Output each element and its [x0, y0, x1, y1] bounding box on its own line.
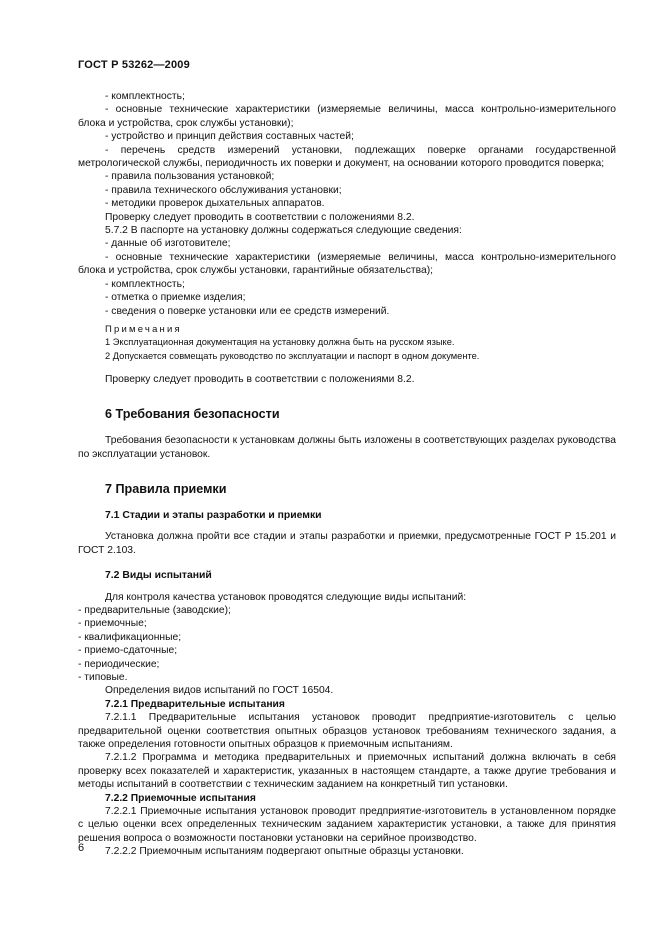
section-7-heading: 7 Правила приемки	[105, 481, 227, 496]
list-item: - основные технические характеристики (измеряемые величины, масса контрольно-измерительного блока и устройства, срок службы установки);	[78, 104, 616, 129]
list-item: - приемо-сдаточные;	[78, 645, 178, 657]
list-item: - периодические;	[78, 658, 160, 670]
page-content	[78, 90, 616, 859]
paragraph: 7.2.2.2 Приемочным испытаниям подвергают опытные образцы установки.	[105, 846, 464, 858]
list-item: - приемочные;	[78, 618, 147, 630]
list-item: - квалификационные;	[78, 631, 182, 643]
list-item: - правила технического обслуживания установки;	[105, 184, 342, 196]
list-item: - основные технические характеристики (измеряемые величины, масса контрольно-измерительного блока и устройства, срок службы установки, гарантийные обязательства);	[78, 251, 616, 277]
paragraph: 7.2.1.2 Программа и методика предварительных и приемочных испытаний должна включать в себя проверку всех показателей и характеристик, указанных в настоящем стандарте, а также другие требования и методы испытаний в соответствии с техническим заданием на конкретный тип установки.	[78, 752, 616, 791]
note-item: 1 Эксплуатационная документация на установку должна быть на русском языке.	[105, 337, 455, 348]
section-7-2-1-heading: 7.2.1 Предварительные испытания	[105, 698, 285, 710]
list-item: - комплектность;	[105, 278, 185, 290]
list-item: - данные об изготовителе;	[105, 238, 231, 250]
paragraph: 7.2.1.1 Предварительные испытания установок проводит предприятие-изготовитель с целью предварительной оценки соответствия опытных образцов установок требованиям технического задания, а также определения готовности опытных образцов к приемочным испытаниям.	[78, 712, 616, 751]
paragraph: Проверку следует проводить в соответствии с положениями 8.2.	[105, 373, 415, 385]
paragraph: Для контроля качества установок проводятся следующие виды испытаний:	[105, 591, 467, 603]
paragraph: Требования безопасности к установкам должны быть изложены в соответствующих разделах руководства по эксплуатации установок.	[78, 435, 616, 460]
list-item: - отметка о приемке изделия;	[105, 292, 246, 304]
list-item: - устройство и принцип действия составных частей;	[105, 131, 354, 143]
notes-title: Примечания	[105, 323, 182, 335]
list-item: - перечень средств измерений установки, подлежащих поверке органами государственной метрологической службы, периодичность их поверки и документ, на основании которого проводится поверка;	[78, 144, 616, 170]
list-item: - методики проверок дыхательных аппаратов.	[105, 198, 325, 210]
paragraph: Установка должна пройти все стадии и этапы разработки и приемки, предусмотренные ГОСТ Р 15.201 и ГОСТ 2.103.	[78, 531, 616, 556]
section-7-2-2-heading: 7.2.2 Приемочные испытания	[105, 792, 256, 804]
paragraph: 7.2.2.1 Приемочные испытания установок проводит предприятие-изготовитель в установленном порядке с целью оценки всех определенных техническим заданием характеристик установки, а также для принятия решения вопроса о возможности постановки установки на серийное производство.	[78, 806, 616, 844]
note-item: 2 Допускается совмещать руководство по эксплуатации и паспорт в одном документе.	[105, 350, 480, 361]
section-6-heading: 6 Требования безопасности	[105, 407, 280, 422]
document-header: ГОСТ Р 53262—2009	[78, 59, 190, 71]
list-item: - правила пользования установкой;	[105, 171, 275, 183]
list-item: - предварительные (заводские);	[78, 604, 231, 616]
paragraph: 5.7.2 В паспорте на установку должны содержаться следующие сведения:	[105, 225, 462, 237]
list-item: - сведения о поверке установки или ее средств измерений.	[105, 305, 390, 317]
list-item: - комплектность;	[105, 91, 185, 102]
section-7-2-heading: 7.2 Виды испытаний	[105, 570, 212, 582]
paragraph: Проверку следует проводить в соответствии с положениями 8.2.	[105, 211, 415, 223]
page-number: 6	[78, 842, 85, 854]
section-7-1-heading: 7.1 Стадии и этапы разработки и приемки	[105, 509, 322, 521]
list-item: - типовые.	[78, 672, 128, 683]
paragraph: Определения видов испытаний по ГОСТ 16504.	[105, 685, 334, 697]
